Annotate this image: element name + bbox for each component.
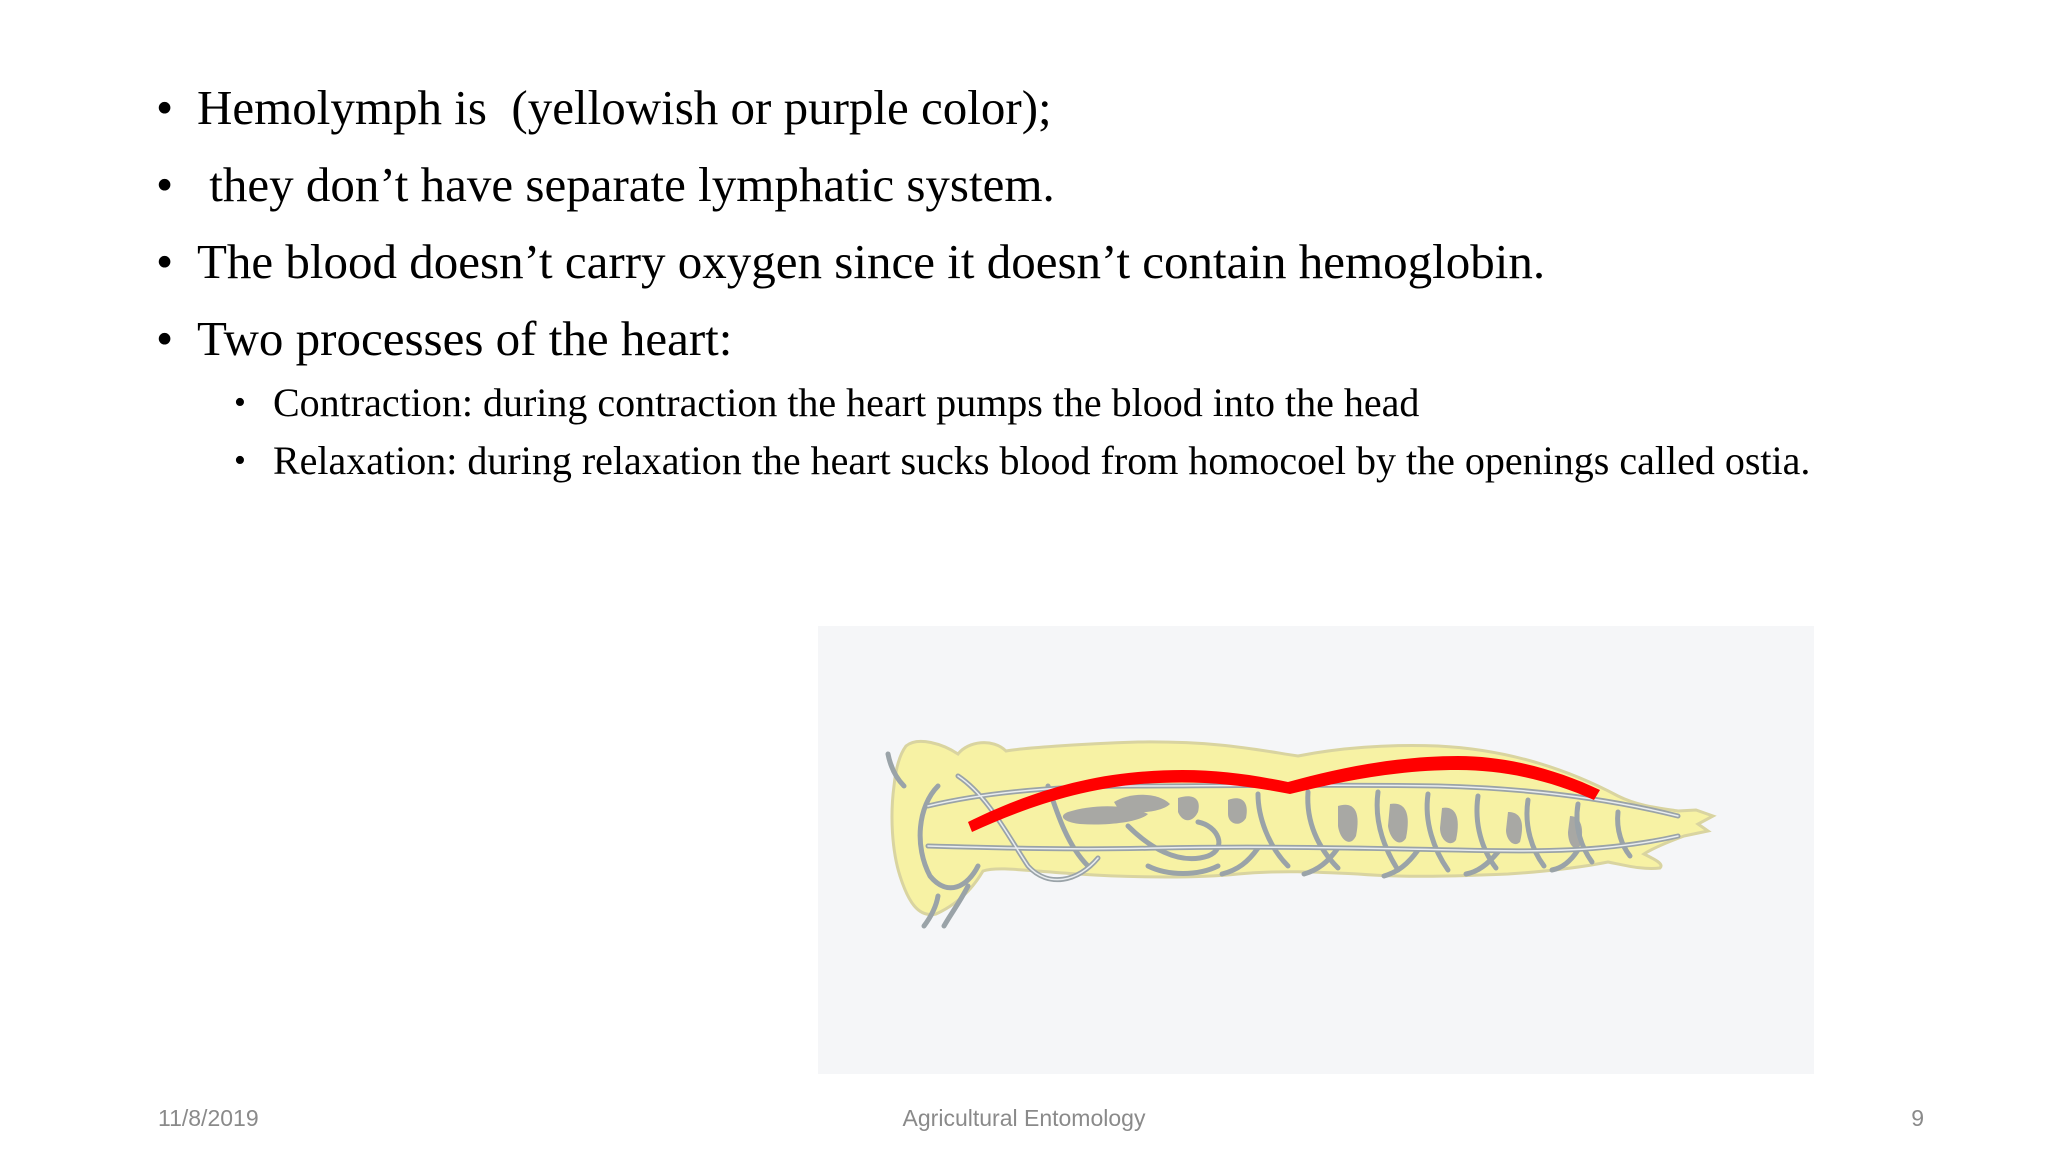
bullet-lymphatic: [156, 155, 1916, 215]
insect-circulatory-figure: [818, 626, 1814, 1074]
slide-content: [156, 78, 1916, 496]
bullet-glyph: •: [156, 234, 174, 289]
insect-illustration: [818, 626, 1814, 1074]
sub-bullet-glyph: •: [234, 384, 246, 421]
bullet-glyph: •: [156, 80, 174, 135]
sub-bullet-glyph: •: [234, 442, 246, 479]
bullet-heart-processes: [156, 309, 1916, 369]
muscle-band-5: [1440, 808, 1458, 844]
bullet-text: they don’t have separate lymphatic system.: [197, 157, 1055, 212]
bullet-list: [156, 78, 1916, 369]
footer-title: Agricultural Entomology: [902, 1105, 1146, 1131]
muscle-band-2: [1228, 798, 1247, 823]
footer-date: 11/8/2019: [158, 1105, 259, 1131]
footer-page-number: 9: [1911, 1105, 1924, 1131]
bullet-text: Hemolymph is (yellowish or purple color);: [197, 80, 1052, 135]
sub-bullet-text: Relaxation: during relaxation the heart sucks blood from homocoel by the openings called ostia.: [273, 438, 1811, 483]
insect-body: [892, 741, 1713, 914]
bullet-hemolymph: [156, 78, 1916, 138]
bullet-glyph: •: [156, 311, 174, 366]
sub-bullet-list: [156, 380, 1916, 484]
bullet-text: The blood doesn’t carry oxygen since it doesn’t contain hemoglobin.: [197, 234, 1546, 289]
sub-bullet-contraction: [156, 380, 1876, 426]
bullet-oxygen: [156, 232, 1916, 292]
bullet-text: Two processes of the heart:: [197, 311, 733, 366]
sub-bullet-relaxation: [156, 438, 1876, 484]
bullet-glyph: •: [156, 157, 174, 212]
sub-bullet-text: Contraction: during contraction the heart pumps the blood into the head: [273, 380, 1420, 425]
